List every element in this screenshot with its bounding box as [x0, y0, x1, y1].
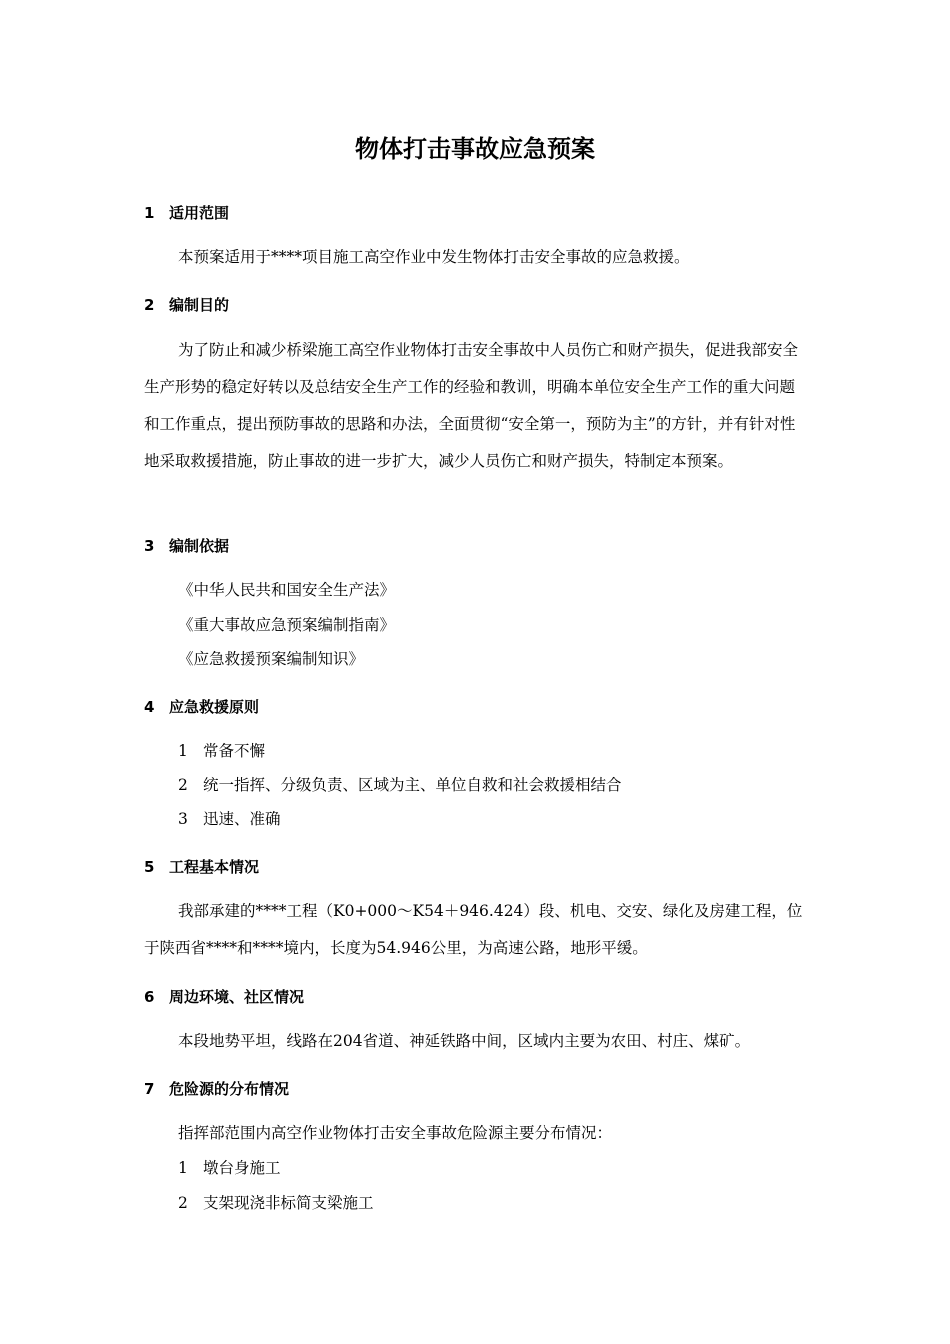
document-title: 物体打击事故应急预案	[355, 135, 595, 163]
section-heading-2	[144, 294, 229, 316]
section-heading-4	[144, 696, 259, 718]
section-title: 编制目的	[169, 296, 230, 314]
section-paragraph-2: 为了防止和减少桥梁施工高空作业物体打击安全事故中人员伤亡和财产损失，促进我部安全生产形势的稳定好转以及总结安全生产工作的经验和教训，明确本单位安全生产工作的重大问题和工作重点，提出预防事故的思路和办法，全面贯彻“安全第一，预防为主”的方针，并有针对性地采取救援措施，防止事故的进一步扩大，减少人员伤亡和财产损失，特制定本预案。	[144, 341, 799, 470]
reference-item: 《中华人民共和国安全生产法》	[178, 581, 396, 599]
section-heading-3	[144, 535, 229, 557]
section-number: 7	[144, 1080, 155, 1098]
item-number: 2	[178, 1194, 188, 1212]
hazard-item	[178, 1192, 374, 1214]
item-number: 2	[178, 776, 188, 794]
section-heading-1	[144, 202, 229, 224]
item-text: 常备不懈	[203, 742, 266, 760]
item-text: 统一指挥、分级负责、区域为主、单位自救和社会救援相结合	[203, 776, 622, 794]
hazard-item	[178, 1157, 281, 1179]
section-number: 4	[144, 698, 155, 716]
section-paragraph-7: 指挥部范围内高空作业物体打击安全事故危险源主要分布情况：	[178, 1124, 613, 1142]
reference-item: 《重大事故应急预案编制指南》	[178, 616, 396, 634]
section-title: 工程基本情况	[169, 858, 260, 876]
item-text: 墩台身施工	[203, 1159, 281, 1177]
item-number: 3	[178, 810, 188, 828]
section-heading-7	[144, 1078, 289, 1100]
principle-item	[178, 740, 265, 762]
section-number: 6	[144, 988, 155, 1006]
item-text: 支架现浇非标简支梁施工	[203, 1194, 374, 1212]
section-title: 危险源的分布情况	[169, 1080, 290, 1098]
principle-item	[178, 774, 622, 796]
section-title: 周边环境、社区情况	[169, 988, 305, 1006]
section-number: 2	[144, 296, 155, 314]
section-title: 编制依据	[169, 537, 230, 555]
section-heading-5	[144, 856, 259, 878]
section-title: 适用范围	[169, 204, 230, 222]
section-title: 应急救援原则	[169, 698, 260, 716]
section-heading-6	[144, 986, 304, 1008]
section-number: 5	[144, 858, 155, 876]
section-paragraph-6: 本段地势平坦，线路在204省道、神延铁路中间，区域内主要为农田、村庄、煤矿。	[178, 1032, 751, 1050]
item-number: 1	[178, 1159, 188, 1177]
section-paragraph-1: 本预案适用于****项目施工高空作业中发生物体打击安全事故的应急救援。	[178, 248, 690, 266]
section-number: 1	[144, 204, 155, 222]
principle-item	[178, 808, 281, 830]
reference-item: 《应急救援预案编制知识》	[178, 650, 365, 668]
section-number: 3	[144, 537, 155, 555]
item-text: 迅速、准确	[203, 810, 281, 828]
item-number: 1	[178, 742, 188, 760]
section-paragraph-5: 我部承建的****工程（K0+000～K54＋946.424）段、机电、交安、绿化及房建工程，位于陕西省****和****境内，长度为54.946公里，为高速公路，地形平缓。	[144, 902, 803, 957]
